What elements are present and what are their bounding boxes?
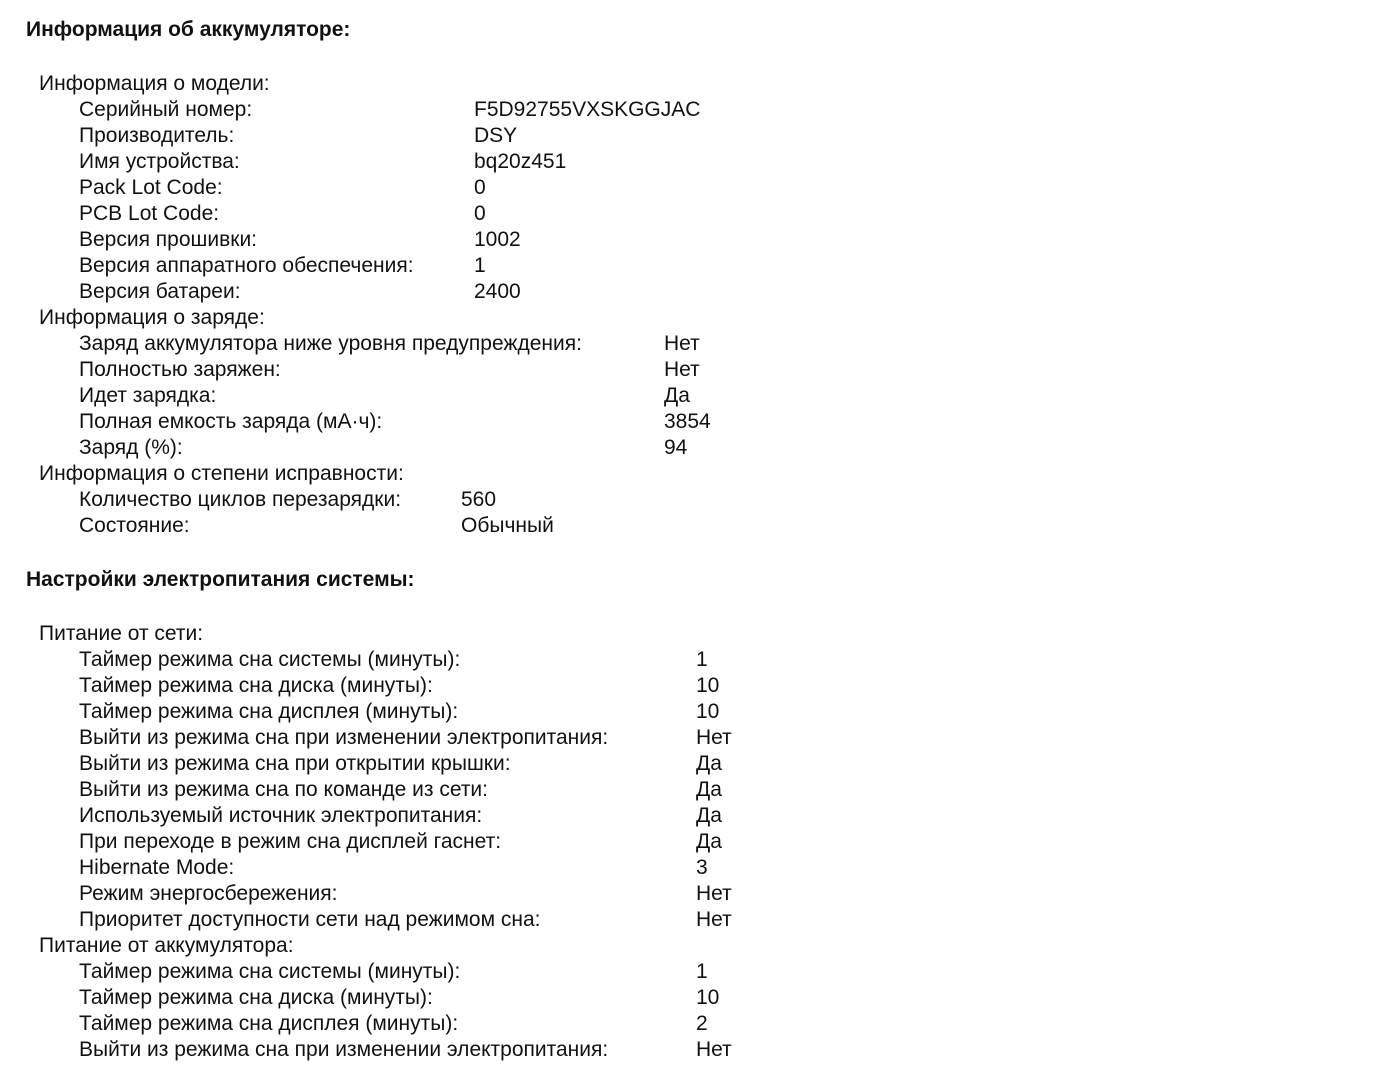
setting-value: 1 bbox=[696, 960, 708, 983]
info-label: Заряд (%): bbox=[79, 436, 183, 459]
setting-value: Нет bbox=[696, 882, 732, 905]
ac-power-heading: Питание от сети: bbox=[39, 622, 204, 645]
info-value: 3854 bbox=[664, 410, 711, 433]
model-info-heading: Информация о модели: bbox=[39, 72, 270, 95]
setting-value: Нет bbox=[696, 1038, 732, 1061]
info-value: bq20z451 bbox=[474, 150, 567, 173]
info-label: Полностью заряжен: bbox=[79, 358, 281, 381]
setting-value: 10 bbox=[696, 700, 720, 723]
info-value: DSY bbox=[474, 124, 518, 147]
setting-value: 3 bbox=[696, 856, 708, 879]
info-label: Версия прошивки: bbox=[79, 228, 258, 251]
setting-value: Нет bbox=[696, 908, 732, 931]
setting-label: Выйти из режима сна при открытии крышки: bbox=[79, 752, 511, 775]
setting-value: 10 bbox=[696, 674, 720, 697]
info-value: 0 bbox=[474, 202, 486, 225]
setting-value: 10 bbox=[696, 986, 720, 1009]
setting-label: Таймер режима сна диска (минуты): bbox=[79, 674, 433, 697]
setting-value: Нет bbox=[696, 726, 732, 749]
setting-label: При переходе в режим сна дисплей гаснет: bbox=[79, 830, 502, 853]
info-value: Обычный bbox=[461, 514, 554, 537]
setting-label: Таймер режима сна диска (минуты): bbox=[79, 986, 433, 1009]
info-value: Да bbox=[664, 384, 690, 407]
setting-label: Таймер режима сна системы (минуты): bbox=[79, 960, 461, 983]
info-value: 0 bbox=[474, 176, 486, 199]
info-value: 560 bbox=[461, 488, 497, 511]
setting-value: Да bbox=[696, 778, 722, 801]
health-info-heading: Информация о степени исправности: bbox=[39, 462, 404, 485]
setting-value: 1 bbox=[696, 648, 708, 671]
info-label: Идет зарядка: bbox=[79, 384, 217, 407]
setting-label: Используемый источник электропитания: bbox=[79, 804, 483, 827]
info-label: Версия батареи: bbox=[79, 280, 241, 303]
info-label: Заряд аккумулятора ниже уровня предупреждения: bbox=[79, 332, 582, 355]
info-value: Нет bbox=[664, 358, 700, 381]
setting-label: Таймер режима сна дисплея (минуты): bbox=[79, 700, 459, 723]
info-label: Pack Lot Code: bbox=[79, 176, 223, 199]
setting-value: Да bbox=[696, 752, 722, 775]
info-label: Серийный номер: bbox=[79, 98, 253, 121]
setting-label: Таймер режима сна системы (минуты): bbox=[79, 648, 461, 671]
battery-info-heading: Информация об аккумуляторе: bbox=[26, 18, 351, 41]
setting-label: Режим энергосбережения: bbox=[79, 882, 338, 905]
info-label: Количество циклов перезарядки: bbox=[79, 488, 402, 511]
power-settings-heading: Настройки электропитания системы: bbox=[26, 568, 415, 591]
info-label: Версия аппаратного обеспечения: bbox=[79, 254, 414, 277]
setting-value: Да bbox=[696, 804, 722, 827]
setting-label: Hibernate Mode: bbox=[79, 856, 235, 879]
info-value: 94 bbox=[664, 436, 688, 459]
setting-label: Приоритет доступности сети над режимом сна: bbox=[79, 908, 541, 931]
info-value: Нет bbox=[664, 332, 700, 355]
setting-label: Выйти из режима сна по команде из сети: bbox=[79, 778, 488, 801]
info-value: 1002 bbox=[474, 228, 521, 251]
info-value: 1 bbox=[474, 254, 486, 277]
setting-value: 2 bbox=[696, 1012, 708, 1035]
charge-info-heading: Информация о заряде: bbox=[39, 306, 265, 329]
setting-label: Выйти из режима сна при изменении электропитания: bbox=[79, 726, 609, 749]
info-label: Полная емкость заряда (мА·ч): bbox=[79, 410, 383, 433]
info-label: Производитель: bbox=[79, 124, 235, 147]
battery-power-heading: Питание от аккумулятора: bbox=[39, 934, 294, 957]
info-value: F5D92755VXSKGGJAC bbox=[474, 98, 701, 121]
info-value: 2400 bbox=[474, 280, 521, 303]
info-label: Состояние: bbox=[79, 514, 190, 537]
info-label: PCB Lot Code: bbox=[79, 202, 220, 225]
setting-label: Таймер режима сна дисплея (минуты): bbox=[79, 1012, 459, 1035]
setting-label: Выйти из режима сна при изменении электропитания: bbox=[79, 1038, 609, 1061]
info-label: Имя устройства: bbox=[79, 150, 240, 173]
setting-value: Да bbox=[696, 830, 722, 853]
